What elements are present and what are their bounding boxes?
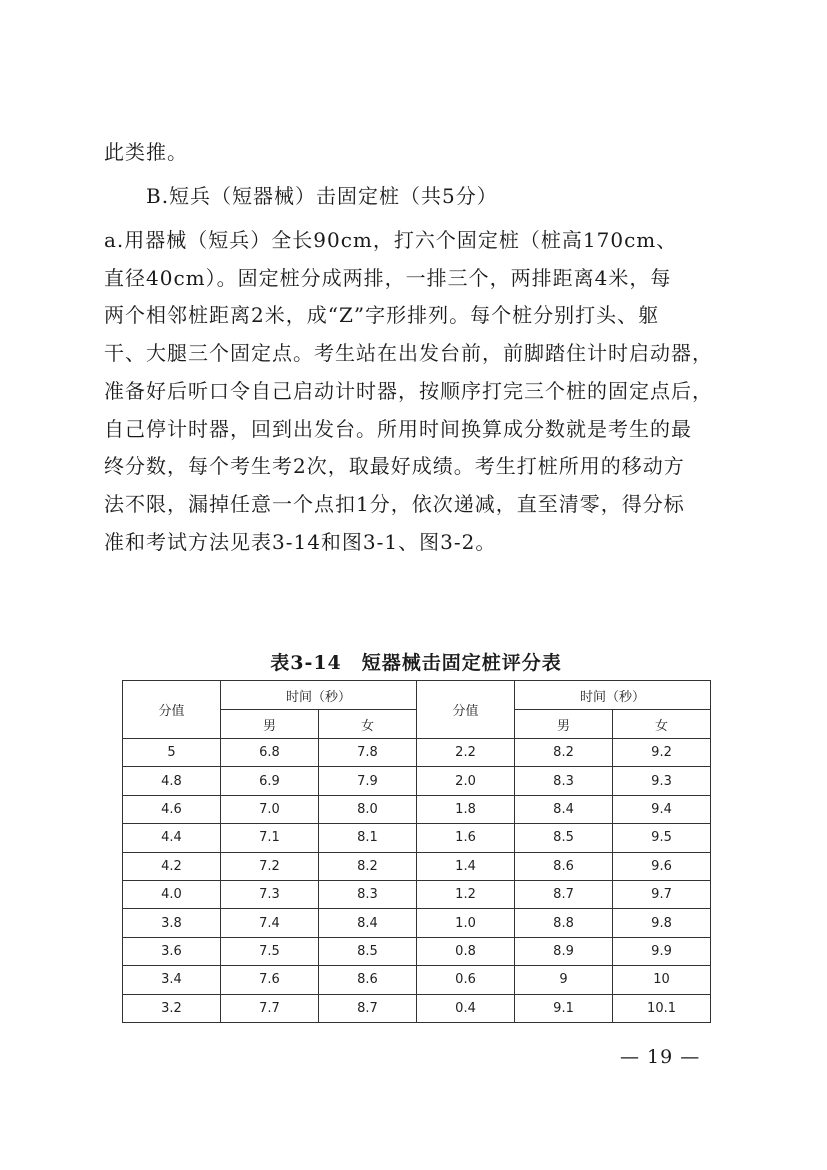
male-time-cell: 6.9 (221, 767, 319, 795)
text-line: 准和考试方法见表3-14和图3-1、图3-2。 (104, 529, 497, 554)
female-time-cell: 9.4 (613, 795, 711, 823)
header-score-right: 分值 (417, 681, 515, 739)
female-time-cell: 9.5 (613, 824, 711, 852)
table-row (123, 795, 711, 823)
male-time-cell: 7.2 (221, 852, 319, 880)
male-time-cell: 8.9 (515, 937, 613, 965)
male-time-cell: 7.3 (221, 880, 319, 908)
female-time-cell: 9.3 (613, 767, 711, 795)
text-line: 此类推。 (104, 140, 188, 164)
score-table (122, 680, 711, 1023)
female-time-cell: 8.7 (319, 994, 417, 1022)
score-cell: 1.8 (417, 795, 515, 823)
table-row (123, 909, 711, 937)
table-row (123, 880, 711, 908)
female-time-cell: 9.7 (613, 880, 711, 908)
male-time-cell: 7.0 (221, 795, 319, 823)
table-row (123, 739, 711, 767)
female-time-cell: 8.3 (319, 880, 417, 908)
female-time-cell: 9.6 (613, 852, 711, 880)
male-time-cell: 6.8 (221, 739, 319, 767)
text-line: 法不限，漏掉任意一个点扣1分，依次递减，直至清零，得分标 (104, 491, 685, 516)
score-cell: 4.0 (123, 880, 221, 908)
text-line: 干、大腿三个固定点。考生站在出发台前，前脚踏住计时启动器， (104, 341, 713, 366)
header-female-left: 女 (319, 710, 417, 739)
male-time-cell: 9 (515, 966, 613, 994)
female-time-cell: 9.9 (613, 937, 711, 965)
table-row (123, 767, 711, 795)
text-line: B.短兵（短器械）击固定桩（共5分） (146, 184, 498, 208)
female-time-cell: 8.0 (319, 795, 417, 823)
male-time-cell: 9.1 (515, 994, 613, 1022)
male-time-cell: 7.7 (221, 994, 319, 1022)
male-time-cell: 8.4 (515, 795, 613, 823)
female-time-cell: 7.9 (319, 767, 417, 795)
score-cell: 4.8 (123, 767, 221, 795)
male-time-cell: 8.5 (515, 824, 613, 852)
score-cell: 5 (123, 739, 221, 767)
score-cell: 4.2 (123, 852, 221, 880)
male-time-cell: 8.2 (515, 739, 613, 767)
table-row (123, 852, 711, 880)
score-cell: 4.6 (123, 795, 221, 823)
female-time-cell: 8.1 (319, 824, 417, 852)
male-time-cell: 8.8 (515, 909, 613, 937)
male-time-cell: 7.1 (221, 824, 319, 852)
page-number: — 19 — (620, 1046, 701, 1068)
male-time-cell: 7.5 (221, 937, 319, 965)
score-cell: 3.4 (123, 966, 221, 994)
score-cell: 1.0 (417, 909, 515, 937)
score-cell: 2.0 (417, 767, 515, 795)
score-cell: 0.4 (417, 994, 515, 1022)
table-row (123, 966, 711, 994)
female-time-cell: 8.4 (319, 909, 417, 937)
score-cell: 4.4 (123, 824, 221, 852)
score-cell: 0.6 (417, 966, 515, 994)
text-line: 终分数，每个考生考2次，取最好成绩。考生打桩所用的移动方 (104, 454, 685, 479)
header-female-right: 女 (613, 710, 711, 739)
table-row (123, 937, 711, 965)
score-cell: 1.4 (417, 852, 515, 880)
table-title: 表3-14 短器械击固定桩评分表 (270, 652, 562, 674)
female-time-cell: 8.2 (319, 852, 417, 880)
female-time-cell: 10.1 (613, 994, 711, 1022)
female-time-cell: 8.5 (319, 937, 417, 965)
text-line: 准备好后听口令自己启动计时器，按顺序打完三个桩的固定点后， (104, 378, 713, 403)
female-time-cell: 8.6 (319, 966, 417, 994)
text-line: 直径40cm）。固定桩分成两排，一排三个，两排距离4米，每 (104, 265, 672, 290)
male-time-cell: 7.4 (221, 909, 319, 937)
score-cell: 2.2 (417, 739, 515, 767)
score-cell: 3.2 (123, 994, 221, 1022)
male-time-cell: 7.6 (221, 966, 319, 994)
score-cell: 3.8 (123, 909, 221, 937)
female-time-cell: 10 (613, 966, 711, 994)
text-line: 自己停计时器，回到出发台。所用时间换算成分数就是考生的最 (104, 416, 692, 441)
female-time-cell: 7.8 (319, 739, 417, 767)
male-time-cell: 8.7 (515, 880, 613, 908)
header-male-left: 男 (221, 710, 319, 739)
male-time-cell: 8.3 (515, 767, 613, 795)
header-male-right: 男 (515, 710, 613, 739)
score-cell: 0.8 (417, 937, 515, 965)
header-time-right: 时间（秒） (515, 681, 711, 710)
score-cell: 1.6 (417, 824, 515, 852)
text-line: 两个相邻桩距离2米，成“Z”字形排列。每个桩分别打头、躯 (104, 303, 660, 328)
male-time-cell: 8.6 (515, 852, 613, 880)
score-cell: 3.6 (123, 937, 221, 965)
score-cell: 1.2 (417, 880, 515, 908)
paragraph-rules (104, 222, 744, 561)
table-row (123, 824, 711, 852)
female-time-cell: 9.2 (613, 739, 711, 767)
header-time-left: 时间（秒） (221, 681, 417, 710)
table-row (123, 994, 711, 1022)
paragraph-continuation (104, 134, 744, 172)
text-line: a.用器械（短兵）全长90cm，打六个固定桩（桩高170cm、 (104, 228, 678, 252)
header-score-left: 分值 (123, 681, 221, 739)
female-time-cell: 9.8 (613, 909, 711, 937)
section-heading-b (146, 178, 786, 216)
